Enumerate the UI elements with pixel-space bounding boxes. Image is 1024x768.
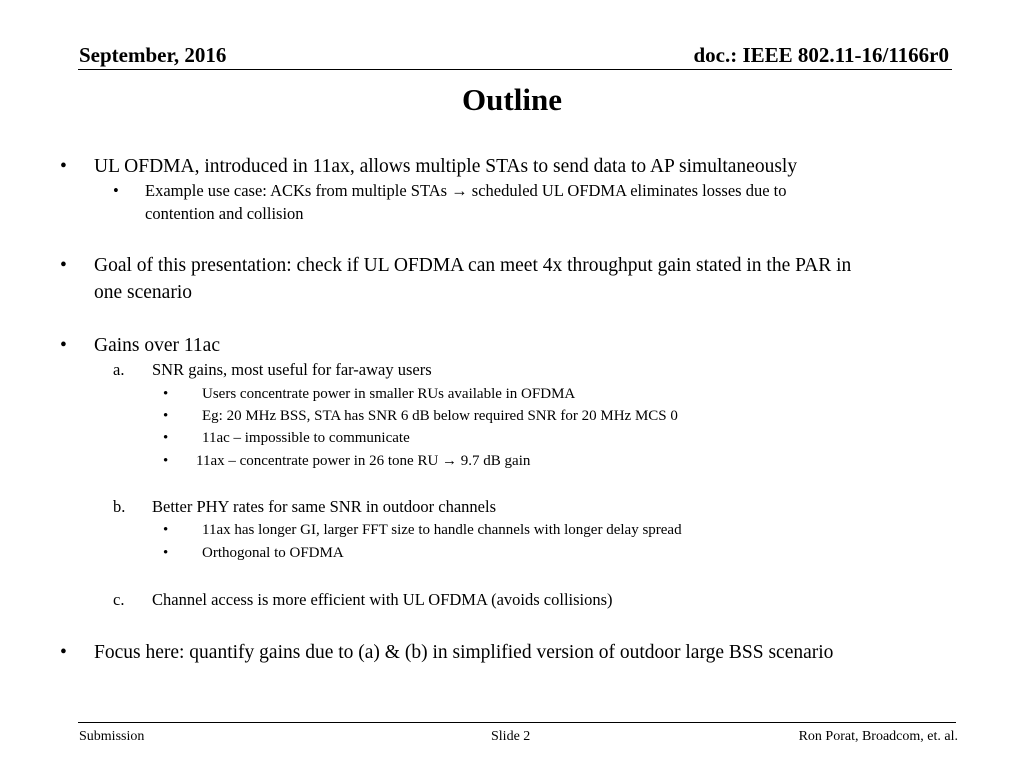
bullet-3a-item-4: 11ax – concentrate power in 26 tone RU → 9.7 dB gain bbox=[196, 453, 531, 469]
sub-sub-bullet-marker: • bbox=[163, 545, 169, 561]
bullet-marker: • bbox=[60, 642, 67, 663]
bullet-4-text: Focus here: quantify gains due to (a) & (b) in simplified version of outdoor large BSS scenario bbox=[94, 642, 834, 663]
bullet-1-sub-line-1: Example use case: ACKs from multiple STAs → scheduled UL OFDMA eliminates losses due to bbox=[145, 181, 787, 200]
sub-sub-bullet-marker: • bbox=[163, 430, 169, 446]
bullet-3b-item-2: Orthogonal to OFDMA bbox=[202, 545, 344, 561]
list-marker-c: c. bbox=[113, 590, 125, 609]
footer-authors: Ron Porat, Broadcom, et. al. bbox=[798, 729, 958, 744]
bullet-2-line-1: Goal of this presentation: check if UL OFDMA can meet 4x throughput gain stated in the PAR in bbox=[94, 255, 852, 276]
bullet-3-text: Gains over 11ac bbox=[94, 335, 220, 356]
bullet-marker: • bbox=[60, 156, 67, 177]
sub-bullet-marker: • bbox=[113, 181, 119, 200]
header-doc-id: doc.: IEEE 802.11-16/1166r0 bbox=[693, 43, 949, 67]
list-marker-b: b. bbox=[113, 497, 126, 516]
sub-sub-bullet-marker: • bbox=[163, 386, 169, 402]
bullet-marker: • bbox=[60, 255, 67, 276]
footer-slide-number: Slide 2 bbox=[491, 729, 531, 744]
bullet-3a-item-3: 11ac – impossible to communicate bbox=[202, 430, 410, 446]
bullet-3b-item-1: 11ax has longer GI, larger FFT size to handle channels with longer delay spread bbox=[202, 522, 682, 538]
list-marker-a: a. bbox=[113, 360, 125, 379]
footer-divider bbox=[78, 722, 956, 723]
bullet-1-sub-line-2: contention and collision bbox=[145, 204, 304, 223]
footer-submission: Submission bbox=[79, 729, 145, 744]
bullet-2-line-2: one scenario bbox=[94, 282, 192, 303]
bullet-3a-text: SNR gains, most useful for far-away users bbox=[152, 360, 432, 379]
bullet-marker: • bbox=[60, 335, 67, 356]
bullet-3a-item-2: Eg: 20 MHz BSS, STA has SNR 6 dB below required SNR for 20 MHz MCS 0 bbox=[202, 408, 678, 424]
bullet-3b-text: Better PHY rates for same SNR in outdoor channels bbox=[152, 497, 496, 516]
bullet-1-text: UL OFDMA, introduced in 11ax, allows multiple STAs to send data to AP simultaneously bbox=[94, 156, 798, 177]
slide-title: Outline bbox=[462, 82, 562, 117]
bullet-3c-text: Channel access is more efficient with UL OFDMA (avoids collisions) bbox=[152, 590, 613, 609]
bullet-3a-item-1: Users concentrate power in smaller RUs available in OFDMA bbox=[202, 386, 576, 402]
sub-sub-bullet-marker: • bbox=[163, 453, 169, 469]
header-date: September, 2016 bbox=[79, 43, 227, 67]
header-divider bbox=[78, 69, 952, 70]
sub-sub-bullet-marker: • bbox=[163, 408, 169, 424]
sub-sub-bullet-marker: • bbox=[163, 522, 169, 538]
